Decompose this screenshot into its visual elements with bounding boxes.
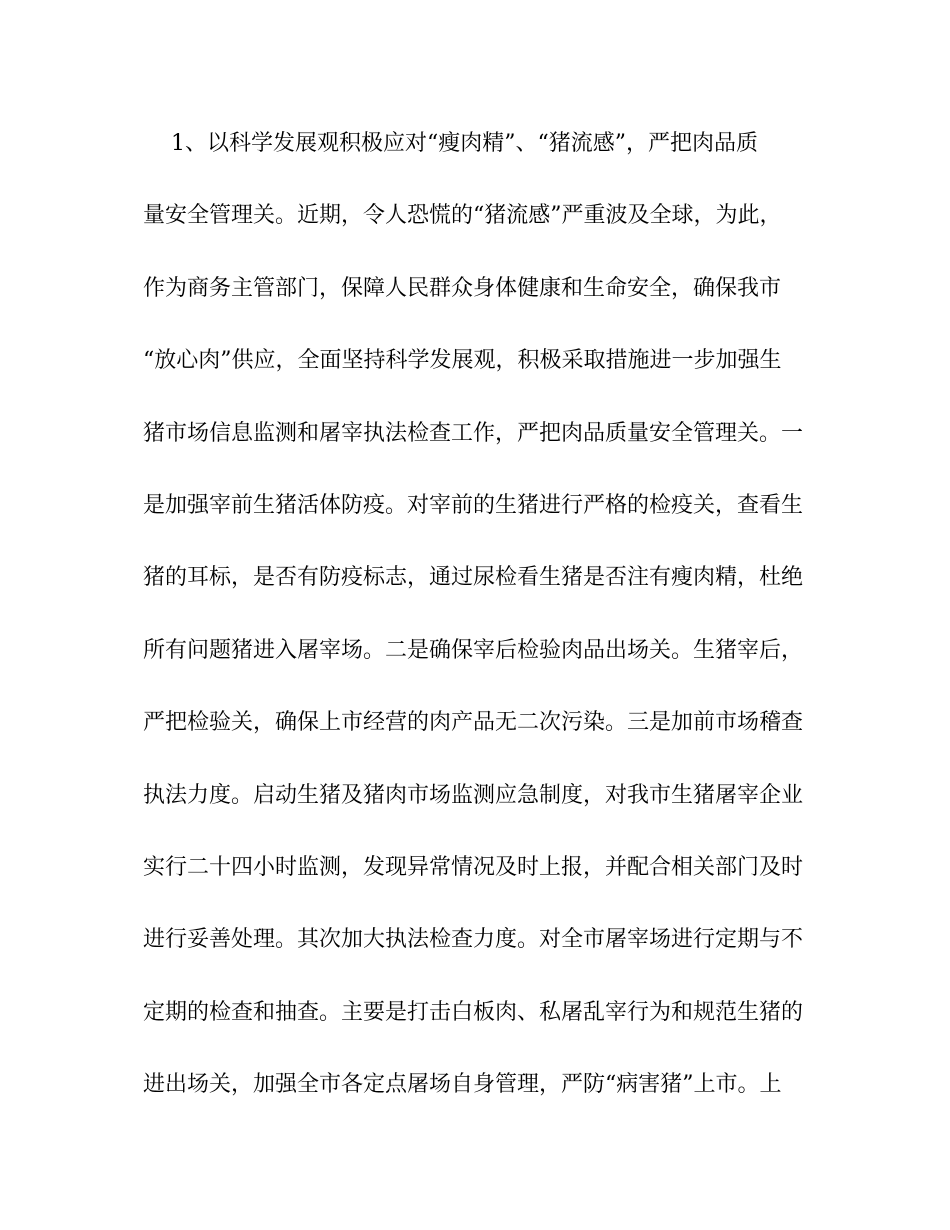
body-paragraph [143,124,813,1137]
text-line: 猪的耳标，是否有防疫标志，通过尿检看生猪是否注有瘦肉精，杜绝 [143,565,804,591]
text-line: 作为商务主管部门，保障人民群众身体健康和生命安全，确保我市 [143,275,782,301]
text-line: 量安全管理关。近期，令人恐慌的“猪流感”严重波及全球，为此， [143,203,782,229]
text-line: “放心肉”供应，全面坚持科学发展观，积极采取措施进一步加强生 [143,348,782,374]
text-line: 猪市场信息监测和屠宰执法检查工作，严把肉品质量安全管理关。一 [143,420,804,446]
text-line: 所有问题猪进入屠宰场。二是确保宰后检验肉品出场关。生猪宰后， [143,637,804,663]
text-line: 进行妥善处理。其次加大执法检查力度。对全市屠宰场进行定期与不 [143,927,804,953]
text-line: 1、以科学发展观积极应对“瘦肉精”、“猪流感”，严把肉品质 [143,131,758,156]
text-line: 严把检验关，确保上市经营的肉产品无二次污染。三是加前市场稽查 [143,710,804,736]
text-line: 定期的检查和抽查。主要是打击白板肉、私屠乱宰行为和规范生猪的 [143,999,804,1025]
text-line: 实行二十四小时监测，发现异常情况及时上报，并配合相关部门及时 [143,854,804,880]
text-line: 进出场关，加强全市各定点屠场自身管理，严防“病害猪”上市。上 [143,1072,782,1098]
text-line: 是加强宰前生猪活体防疫。对宰前的生猪进行严格的检疫关，查看生 [143,492,804,518]
text-line: 执法力度。启动生猪及猪肉市场监测应急制度，对我市生猪屠宰企业 [143,782,804,808]
